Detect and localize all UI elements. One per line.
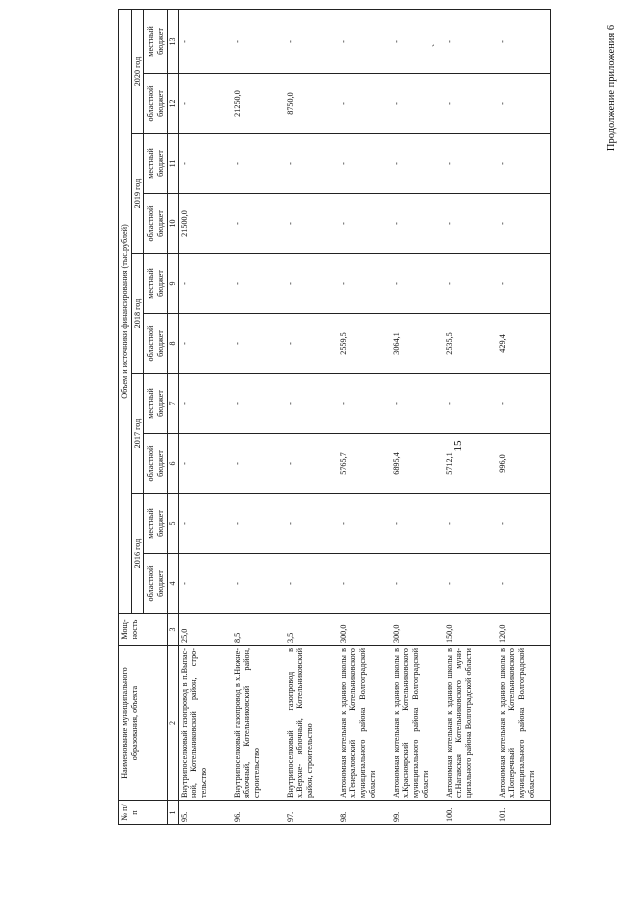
funding-value: 996,0 <box>497 434 551 494</box>
power-value: 300,0 <box>391 614 444 646</box>
header-no: № п/п <box>119 801 168 825</box>
column-number: 9 <box>168 254 178 314</box>
header-name: Наименование муниципального образования, объекта <box>119 646 168 801</box>
funding-value: - <box>178 74 232 134</box>
funding-value: - <box>285 134 338 194</box>
funding-value: - <box>232 374 285 434</box>
power-value: 120,0 <box>497 614 551 646</box>
object-name: Автономная котельная к зданию школы в х.Поперечный Котельниковского муниципального района Волгоградской области <box>497 646 551 801</box>
object-name: Автономная котельная к зданию школы в ст.Нагавская Котельниковского муни- ципального района Волгоградской области <box>444 646 497 801</box>
funding-value: - <box>285 314 338 374</box>
funding-value: 429,4 <box>497 314 551 374</box>
funding-value: - <box>178 434 232 494</box>
funding-value: - <box>285 374 338 434</box>
funding-value: - <box>444 254 497 314</box>
table-row <box>178 9 232 824</box>
funding-value: - <box>285 9 338 73</box>
row-number: 101. <box>497 801 551 825</box>
page-number: 15 <box>452 440 464 452</box>
header-local: местный бюджет <box>144 494 168 554</box>
funding-value: - <box>178 314 232 374</box>
power-value: 25,0 <box>178 614 232 646</box>
row-number: 96. <box>232 801 285 825</box>
funding-value: 8750,0 <box>285 74 338 134</box>
object-name: Внутрипоселковый газопровод в х.Верхне- яблочный, Котельниковский район, строительство <box>285 646 338 801</box>
table-row <box>338 9 391 824</box>
column-number-row <box>168 9 178 824</box>
funding-value: - <box>338 134 391 194</box>
header-year-2016: 2016 год <box>131 494 144 614</box>
stray-mark: ` <box>432 43 444 48</box>
funding-value: - <box>444 9 497 73</box>
power-value: 300,0 <box>338 614 391 646</box>
funding-value: - <box>232 494 285 554</box>
funding-value: - <box>391 494 444 554</box>
column-number: 3 <box>168 614 178 646</box>
funding-value: - <box>232 9 285 73</box>
funding-value: - <box>497 134 551 194</box>
header-regional: областной бюджет <box>144 434 168 494</box>
funding-value: - <box>497 9 551 73</box>
funding-value: - <box>178 254 232 314</box>
column-number: 10 <box>168 194 178 254</box>
row-number: 100. <box>444 801 497 825</box>
power-value: 150,0 <box>444 614 497 646</box>
funding-value: - <box>444 554 497 614</box>
financing-table <box>118 9 551 825</box>
funding-value: 2535,5 <box>444 314 497 374</box>
funding-value: - <box>497 194 551 254</box>
funding-value: - <box>178 554 232 614</box>
funding-value: - <box>497 494 551 554</box>
funding-value: - <box>285 554 338 614</box>
row-number: 95. <box>178 801 232 825</box>
funding-value: - <box>497 374 551 434</box>
funding-value: - <box>338 494 391 554</box>
object-name: Автономная котельная к зданию школы в х.Генераловский Котельниковского муниципального района Волгоградской области <box>338 646 391 801</box>
header-year-2017: 2017 год <box>131 374 144 494</box>
continuation-label: Продолжение приложения 6 <box>606 24 617 152</box>
column-number: 2 <box>168 646 178 801</box>
funding-value: - <box>444 494 497 554</box>
header-year-2019: 2019 год <box>131 134 144 254</box>
header-local: местный бюджет <box>144 374 168 434</box>
funding-value: - <box>338 74 391 134</box>
row-number: 98. <box>338 801 391 825</box>
power-value: 3,5 <box>285 614 338 646</box>
funding-value: 2559,5 <box>338 314 391 374</box>
object-name: Внутрипоселковый газопровод в п.Выпас- ной, Котельниковский район, стро- тельство <box>178 646 232 801</box>
funding-value: - <box>391 194 444 254</box>
funding-value: - <box>232 194 285 254</box>
funding-value: - <box>285 434 338 494</box>
funding-value: - <box>391 254 444 314</box>
funding-value: - <box>178 494 232 554</box>
column-number: 6 <box>168 434 178 494</box>
header-regional: областной бюджет <box>144 194 168 254</box>
funding-value: - <box>178 134 232 194</box>
funding-value: - <box>232 134 285 194</box>
funding-value: - <box>497 554 551 614</box>
funding-value: - <box>285 254 338 314</box>
header-year-2020: 2020 год <box>131 9 144 133</box>
table-row <box>391 9 444 824</box>
column-number: 8 <box>168 314 178 374</box>
funding-value: - <box>391 74 444 134</box>
column-number: 1 <box>168 801 178 825</box>
header-funding: Объем и источники финансирования (тыс.рублей) <box>119 9 132 613</box>
row-number: 97. <box>285 801 338 825</box>
funding-value: - <box>232 314 285 374</box>
funding-value: - <box>232 254 285 314</box>
header-regional: областной бюджет <box>144 74 168 134</box>
header-local: местный бюджет <box>144 9 168 73</box>
funding-value: 5712,1 <box>444 434 497 494</box>
column-number: 12 <box>168 74 178 134</box>
funding-value: - <box>497 74 551 134</box>
power-value: 8,5 <box>232 614 285 646</box>
funding-value: - <box>338 194 391 254</box>
header-local: местный бюджет <box>144 134 168 194</box>
rotated-table-container <box>118 10 638 825</box>
header-regional: областной бюджет <box>144 314 168 374</box>
column-number: 11 <box>168 134 178 194</box>
funding-value: - <box>338 9 391 73</box>
header-regional: областной бюджет <box>144 554 168 614</box>
funding-value: - <box>391 554 444 614</box>
column-number: 5 <box>168 494 178 554</box>
column-number: 13 <box>168 9 178 73</box>
funding-value: 21500,0 <box>178 194 232 254</box>
table-row <box>285 9 338 824</box>
column-number: 4 <box>168 554 178 614</box>
funding-value: - <box>338 254 391 314</box>
funding-value: - <box>285 494 338 554</box>
funding-value: - <box>178 9 232 73</box>
row-number: 99. <box>391 801 444 825</box>
funding-value: - <box>444 374 497 434</box>
object-name: Автономная котельная к зданию школы в х.Красноярский Котельниковского муниципального района Волгоградской области <box>391 646 444 801</box>
header-local: местный бюджет <box>144 254 168 314</box>
funding-value: - <box>232 554 285 614</box>
funding-value: 6895,4 <box>391 434 444 494</box>
object-name: Внутрипоселковый газопровод в х.Нижне- яблочный, Котельниковский район, строительство <box>232 646 285 801</box>
funding-value: 5765,7 <box>338 434 391 494</box>
funding-value: - <box>338 554 391 614</box>
header-power: Мощ- ность <box>119 614 168 646</box>
funding-value: - <box>178 374 232 434</box>
funding-value: 3064,1 <box>391 314 444 374</box>
funding-value: - <box>444 74 497 134</box>
funding-value: - <box>232 434 285 494</box>
table-row <box>232 9 285 824</box>
table-row <box>497 9 551 824</box>
funding-value: - <box>444 194 497 254</box>
funding-value: 21250,0 <box>232 74 285 134</box>
funding-value: - <box>338 374 391 434</box>
funding-value: - <box>444 134 497 194</box>
funding-value: - <box>391 134 444 194</box>
header-year-2018: 2018 год <box>131 254 144 374</box>
funding-value: - <box>285 194 338 254</box>
column-number: 7 <box>168 374 178 434</box>
funding-value: - <box>497 254 551 314</box>
table-row <box>444 9 497 824</box>
funding-value: - <box>391 374 444 434</box>
funding-value: - <box>391 9 444 73</box>
